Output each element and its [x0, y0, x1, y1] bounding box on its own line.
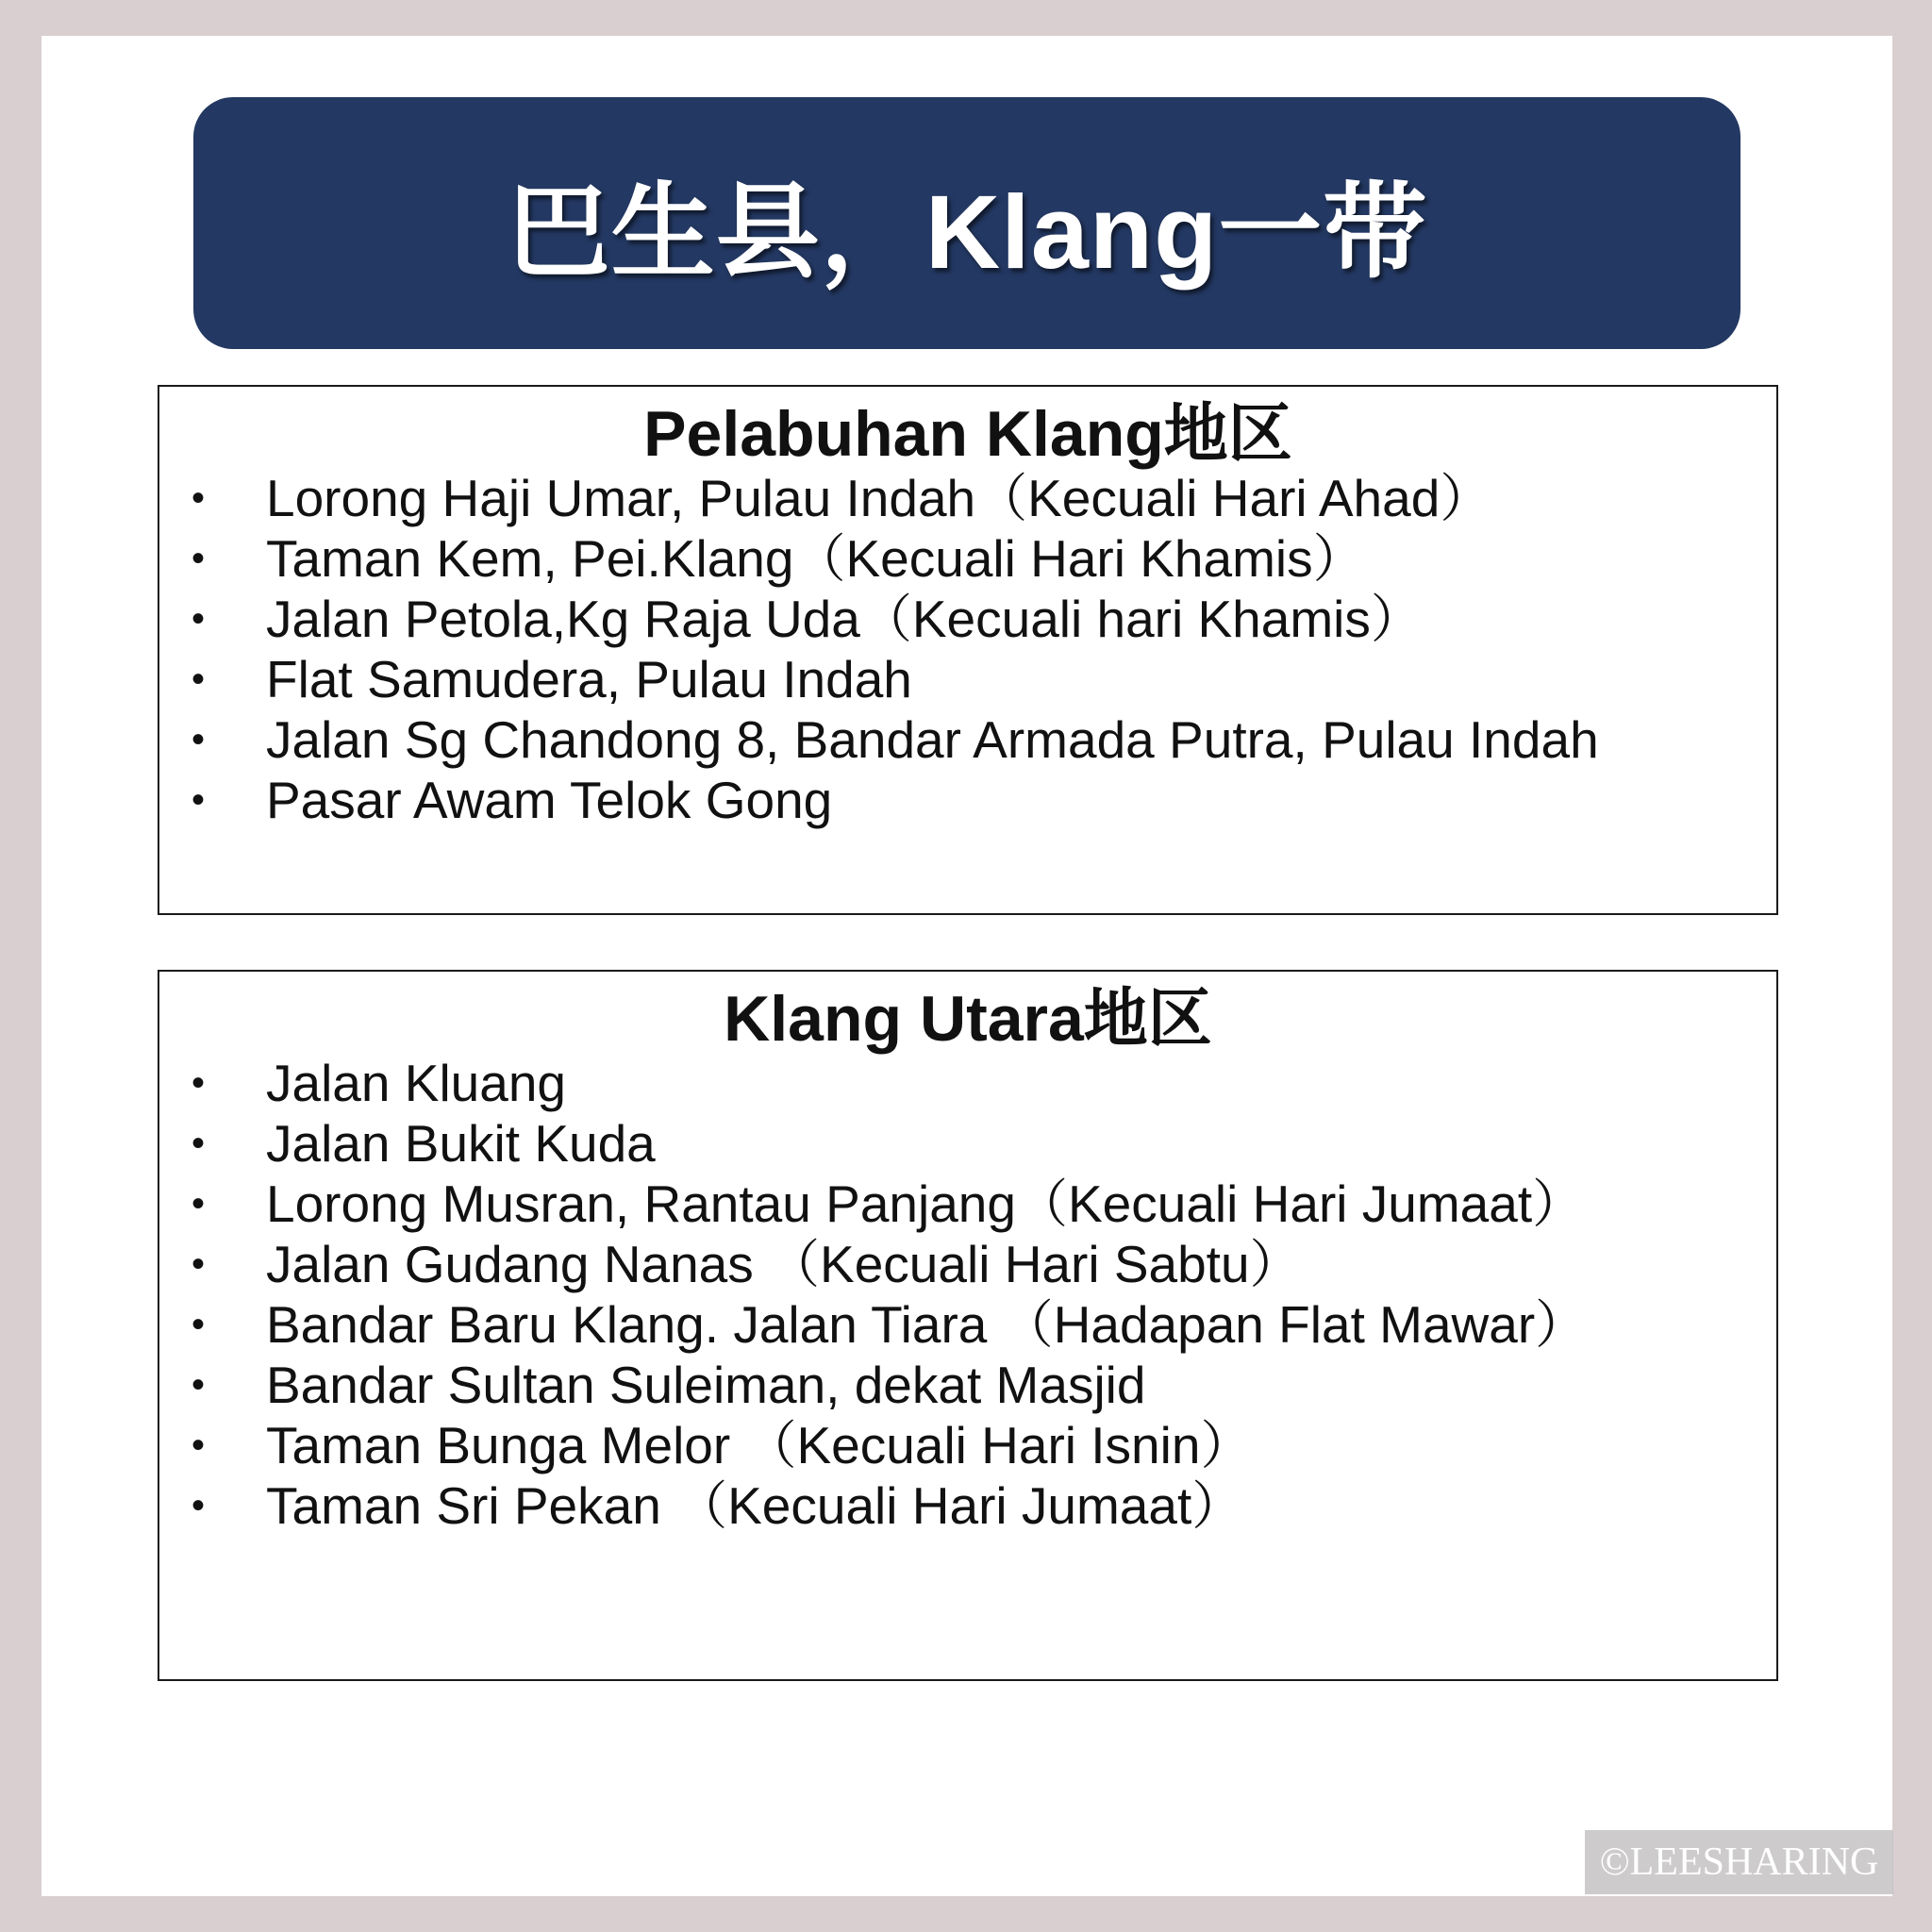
- list-item-text: Lorong Musran, Rantau Panjang（Kecuali Hari Jumaat）: [266, 1174, 1585, 1233]
- list-item-text: Jalan Kluang: [266, 1054, 567, 1112]
- bullet-icon: •: [191, 1304, 205, 1345]
- bullet-icon: •: [191, 779, 205, 821]
- bullet-icon: •: [191, 1062, 205, 1104]
- list-item-text: Flat Samudera, Pulau Indah: [266, 650, 912, 708]
- list-item: [159, 1355, 1776, 1415]
- list-item-text: Jalan Bukit Kuda: [266, 1114, 656, 1173]
- watermark-text: ©LEESHARING: [1599, 1840, 1879, 1884]
- page-title: 巴生县，Klang一带: [506, 174, 1428, 291]
- bullet-icon: •: [191, 1243, 205, 1285]
- list-item: [159, 1174, 1776, 1234]
- list-item-text: Jalan Gudang Nanas （Kecuali Hari Sabtu）: [266, 1235, 1302, 1293]
- list-item: [159, 528, 1776, 589]
- list-item-text: Lorong Haji Umar, Pulau Indah（Kecuali Hari Ahad）: [266, 469, 1492, 527]
- list-item-text: Taman Bunga Melor （Kecuali Hari Isnin）: [266, 1416, 1253, 1474]
- section-heading: Pelabuhan Klang地区: [643, 398, 1292, 470]
- bullet-icon: •: [191, 477, 205, 519]
- list-item: [159, 770, 1776, 830]
- list-item-text: Jalan Petola,Kg Raja Uda（Kecuali hari Khamis）: [266, 590, 1423, 648]
- bullet-icon: •: [191, 658, 205, 700]
- list-item: [159, 709, 1776, 770]
- list-item: [159, 1234, 1776, 1294]
- section-pelabuhan-klang: [158, 385, 1778, 915]
- list-item-text: Taman Kem, Pei.Klang（Kecuali Hari Khamis）: [266, 529, 1365, 588]
- watermark: [1585, 1830, 1893, 1894]
- list-item: [159, 589, 1776, 649]
- section-heading: Klang Utara地区: [724, 983, 1212, 1055]
- list-item: [159, 649, 1776, 709]
- location-list: [159, 1053, 1776, 1536]
- bullet-icon: •: [191, 1183, 205, 1224]
- list-item: [159, 1113, 1776, 1174]
- bullet-icon: •: [191, 1485, 205, 1526]
- list-item: [159, 468, 1776, 528]
- list-item-text: Bandar Baru Klang. Jalan Tiara （Hadapan Flat Mawar）: [266, 1295, 1588, 1354]
- section-klang-utara: [158, 970, 1778, 1681]
- slide: [42, 36, 1892, 1896]
- list-item: [159, 1294, 1776, 1355]
- bullet-icon: •: [191, 598, 205, 640]
- list-item-text: Jalan Sg Chandong 8, Bandar Armada Putra, Pulau Indah: [266, 710, 1599, 769]
- list-item: [159, 1475, 1776, 1536]
- list-item-text: Pasar Awam Telok Gong: [266, 771, 833, 829]
- bullet-icon: •: [191, 1364, 205, 1406]
- bullet-icon: •: [191, 719, 205, 760]
- bullet-icon: •: [191, 1123, 205, 1164]
- bullet-icon: •: [191, 538, 205, 579]
- bullet-icon: •: [191, 1424, 205, 1466]
- title-banner: [193, 97, 1740, 349]
- list-item-text: Taman Sri Pekan （Kecuali Hari Jumaat）: [266, 1476, 1244, 1535]
- list-item: [159, 1415, 1776, 1475]
- list-item: [159, 1053, 1776, 1113]
- location-list: [159, 468, 1776, 830]
- list-item-text: Bandar Sultan Suleiman, dekat Masjid: [266, 1356, 1146, 1414]
